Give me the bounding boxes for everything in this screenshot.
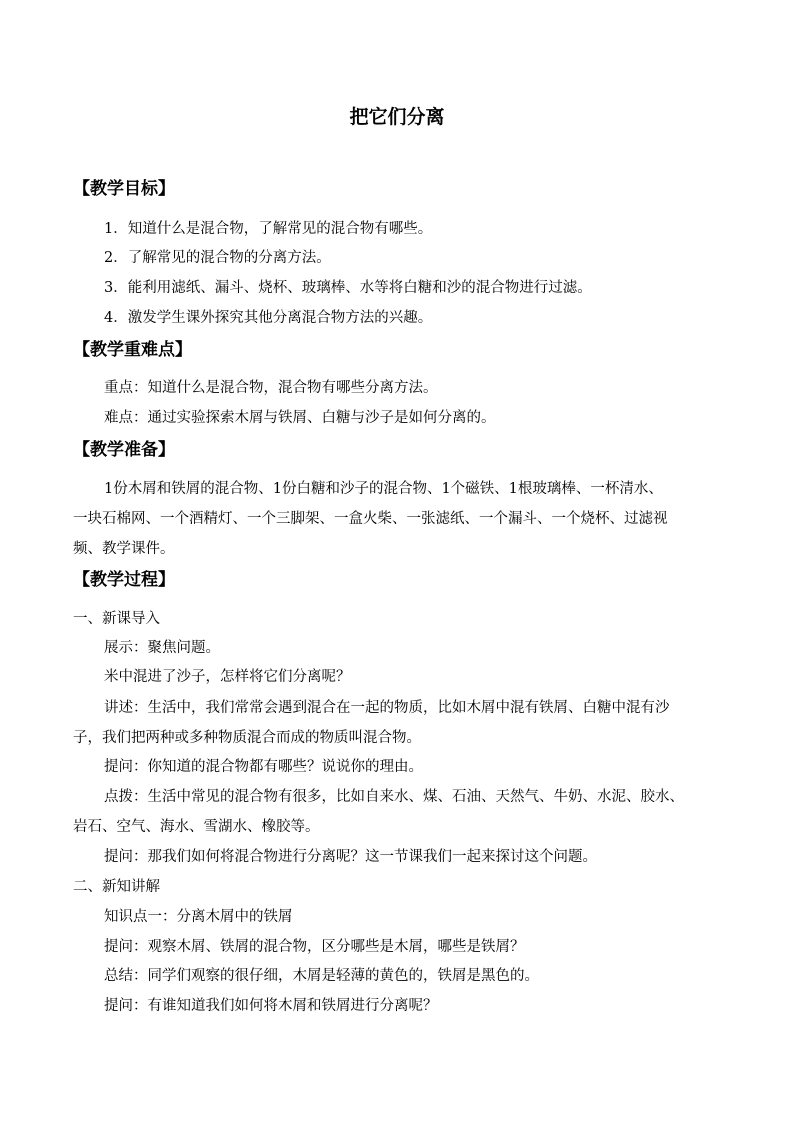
goal-item: 2．了解常见的混合物的分离方法。 [104, 250, 331, 266]
preparation-line: 1份木屑和铁屑的混合物、1份白糖和沙子的混合物、1个磁铁、1根玻璃棒、一杯清水、 [104, 481, 663, 497]
process-line: 提问：有谁知道我们如何将木屑和铁屑进行分离呢？ [104, 998, 438, 1014]
key-point-item: 难点：通过实验探索木屑与铁屑、白糖与沙子是如何分离的。 [104, 410, 496, 426]
process-line: 总结：同学们观察的很仔细，木屑是轻薄的黄色的，铁屑是黑色的。 [104, 968, 539, 984]
section-heading-preparation: 【教学准备】 [73, 440, 175, 460]
process-line: 点拨：生活中常见的混合物有很多，比如自来水、煤、石油、天然气、牛奶、水泥、胶水、 [104, 789, 684, 805]
goal-item: 3．能利用滤纸、漏斗、烧杯、玻璃棒、水等将白糖和沙的混合物进行过滤。 [104, 280, 592, 296]
process-line: 知识点一：分离木屑中的铁屑 [104, 909, 293, 925]
process-line: 提问：那我们如何将混合物进行分离呢？这一节课我们一起来探讨这个问题。 [104, 849, 597, 865]
section-heading-process: 【教学过程】 [73, 570, 175, 590]
section-heading-goals: 【教学目标】 [73, 179, 175, 199]
process-line: 提问：观察木屑、铁屑的混合物，区分哪些是木屑，哪些是铁屑？ [104, 939, 525, 955]
process-line: 子，我们把两种或多种物质混合而成的物质叫混合物。 [73, 730, 421, 746]
process-subheading: 一、新课导入 [73, 611, 160, 627]
process-line: 提问：你知道的混合物都有哪些？说说你的理由。 [104, 759, 423, 775]
process-line: 讲述：生活中，我们常常会遇到混合在一起的物质，比如木屑中混有铁屑、白糖中混有沙 [104, 700, 670, 716]
page-title: 把它们分离 [349, 106, 445, 128]
process-line: 岩石、空气、海水、雪湖水、橡胶等。 [73, 819, 320, 835]
section-heading-key-points: 【教学重难点】 [73, 340, 192, 360]
preparation-line: 一块石棉网、一个酒精灯、一个三脚架、一盒火柴、一张滤纸、一个漏斗、一个烧杯、过滤视 [73, 511, 668, 527]
key-point-item: 重点：知道什么是混合物，混合物有哪些分离方法。 [104, 380, 438, 396]
process-line: 展示：聚焦问题。 [104, 640, 220, 656]
process-subheading: 二、新知讲解 [73, 879, 160, 895]
process-line: 米中混进了沙子，怎样将它们分离呢？ [104, 669, 351, 685]
goal-item: 4．激发学生课外探究其他分离混合物方法的兴趣。 [104, 310, 433, 326]
preparation-line: 频、教学课件。 [73, 541, 175, 557]
goal-item: 1．知道什么是混合物，了解常见的混合物有哪些。 [104, 221, 433, 237]
